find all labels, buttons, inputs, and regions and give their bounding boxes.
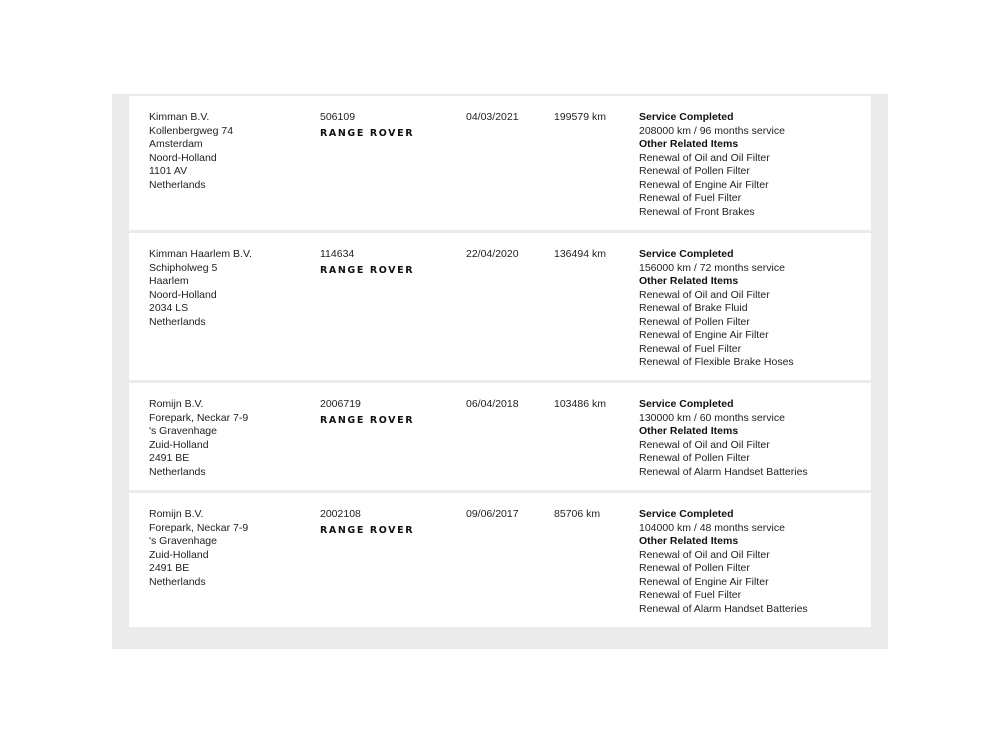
related-items-heading: Other Related Items: [639, 425, 739, 437]
service-details: [639, 398, 869, 479]
service-interval: 130000 km / 60 months service: [639, 411, 785, 424]
dealer-country: Netherlands: [149, 575, 206, 588]
vehicle-info: [320, 111, 440, 140]
service-date: 22/04/2020: [466, 248, 519, 260]
dealer-address: [149, 508, 309, 589]
service-status: Service Completed: [639, 248, 734, 260]
dealer-street: Forepark, Neckar 7-9: [149, 411, 249, 424]
dealer-country: Netherlands: [149, 178, 206, 191]
related-item: Renewal of Pollen Filter: [639, 562, 750, 574]
dealer-name: Romijn B.V.: [149, 398, 204, 410]
related-item: Renewal of Oil and Oil Filter: [639, 288, 770, 301]
service-date: 06/04/2018: [466, 398, 519, 410]
dealer-postcode: 1101 AV: [149, 165, 188, 177]
dealer-province: Zuid-Holland: [149, 438, 209, 451]
related-items-heading: Other Related Items: [639, 535, 739, 547]
service-mileage: 199579 km: [554, 111, 606, 123]
service-interval: 208000 km / 96 months service: [639, 124, 785, 137]
related-item: Renewal of Fuel Filter: [639, 342, 742, 355]
related-item: Renewal of Engine Air Filter: [639, 329, 769, 341]
service-details: [639, 508, 869, 616]
service-status: Service Completed: [639, 111, 734, 123]
vehicle-number: 2006719: [320, 398, 361, 410]
related-item: Renewal of Pollen Filter: [639, 165, 750, 177]
service-record: [129, 383, 871, 490]
dealer-country: Netherlands: [149, 465, 206, 478]
dealer-address: [149, 398, 309, 479]
vehicle-info: [320, 248, 440, 277]
service-details: [639, 111, 869, 219]
service-mileage: 136494 km: [554, 248, 606, 260]
service-status: Service Completed: [639, 508, 734, 520]
related-items-heading: Other Related Items: [639, 275, 739, 287]
vehicle-number: 114634: [320, 248, 355, 260]
range-rover-logo: RANGE ROVER: [320, 414, 415, 426]
dealer-name: Romijn B.V.: [149, 508, 204, 520]
related-item: Renewal of Fuel Filter: [639, 192, 742, 204]
dealer-postcode: 2491 BE: [149, 452, 190, 464]
service-mileage: 85706 km: [554, 508, 601, 520]
dealer-address: [149, 111, 309, 192]
dealer-name: Kimman Haarlem B.V.: [149, 248, 252, 260]
service-record: [129, 96, 871, 230]
dealer-postcode: 2034 LS: [149, 302, 189, 314]
service-interval: 104000 km / 48 months service: [639, 521, 785, 534]
related-item: Renewal of Flexible Brake Hoses: [639, 356, 794, 368]
related-item: Renewal of Oil and Oil Filter: [639, 438, 770, 451]
service-date: 09/06/2017: [466, 508, 519, 520]
service-date: 04/03/2021: [466, 111, 519, 123]
vehicle-number: 506109: [320, 111, 356, 123]
service-history-panel: [112, 94, 888, 649]
related-item: Renewal of Pollen Filter: [639, 315, 750, 328]
vehicle-number: 2002108: [320, 508, 361, 520]
service-records-list: [129, 96, 871, 627]
range-rover-logo: RANGE ROVER: [320, 127, 415, 139]
related-item: Renewal of Oil and Oil Filter: [639, 548, 770, 561]
service-details: [639, 248, 869, 370]
service-status: Service Completed: [639, 398, 734, 410]
service-mileage: 103486 km: [554, 398, 606, 410]
dealer-street: Kollenbergweg 74: [149, 124, 234, 137]
dealer-street: Schipholweg 5: [149, 261, 218, 274]
dealer-street: Forepark, Neckar 7-9: [149, 521, 249, 534]
dealer-province: Noord-Holland: [149, 288, 217, 301]
dealer-province: Zuid-Holland: [149, 548, 209, 561]
service-record: [129, 493, 871, 627]
related-item: Renewal of Fuel Filter: [639, 589, 742, 601]
dealer-name: Kimman B.V.: [149, 111, 210, 123]
dealer-city: 's Gravenhage: [149, 425, 217, 437]
dealer-city: 's Gravenhage: [149, 535, 217, 547]
related-item: Renewal of Alarm Handset Batteries: [639, 602, 808, 615]
related-item: Renewal of Pollen Filter: [639, 452, 750, 464]
dealer-city: Haarlem: [149, 275, 189, 287]
dealer-city: Amsterdam: [149, 138, 203, 150]
related-item: Renewal of Alarm Handset Batteries: [639, 465, 808, 478]
vehicle-info: [320, 508, 440, 537]
related-item: Renewal of Engine Air Filter: [639, 178, 769, 191]
related-item: Renewal of Front Brakes: [639, 205, 755, 218]
dealer-country: Netherlands: [149, 315, 206, 328]
dealer-postcode: 2491 BE: [149, 562, 190, 574]
vehicle-info: [320, 398, 440, 427]
dealer-address: [149, 248, 309, 329]
related-item: Renewal of Engine Air Filter: [639, 575, 769, 588]
range-rover-logo: RANGE ROVER: [320, 264, 415, 276]
range-rover-logo: RANGE ROVER: [320, 524, 415, 536]
dealer-province: Noord-Holland: [149, 151, 217, 164]
service-interval: 156000 km / 72 months service: [639, 261, 785, 274]
related-items-heading: Other Related Items: [639, 138, 739, 150]
service-record: [129, 233, 871, 380]
related-item: Renewal of Oil and Oil Filter: [639, 151, 770, 164]
related-item: Renewal of Brake Fluid: [639, 302, 748, 314]
